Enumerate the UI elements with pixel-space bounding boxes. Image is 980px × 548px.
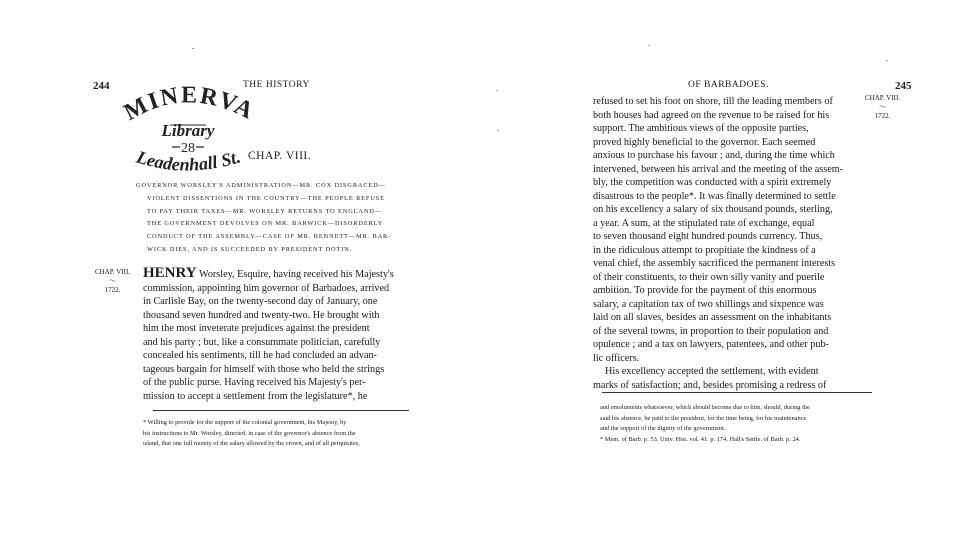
- footnote-line: said his absence, be paid to the president, for the time being, for his maintenance: [600, 414, 807, 422]
- body-line-text: Worsley, Esquire, having received his Majesty's: [196, 269, 394, 280]
- summary-line: WICK DIES, AND IS SUCCEEDED BY PRESIDENT DOTIN.: [147, 245, 353, 253]
- stamp-number: 28: [181, 141, 195, 156]
- footnote-line: island, that one full moiety of the salary allowed by the crown, and of all perquisites,: [143, 440, 360, 447]
- body-line: of the public purse. Having received his Majesty's per-: [143, 377, 366, 388]
- body-line: bly, the competition was conducted with a spirit extremely: [593, 177, 832, 188]
- right-footnote: [600, 403, 880, 445]
- margin-chapter: CHAP. VIII.: [865, 94, 901, 102]
- body-line: concealed his sentiments, till he had concluded an advan-: [143, 350, 377, 361]
- body-line: His excellency accepted the settlement, with evident: [605, 366, 819, 377]
- summary-line: GOVERNOR WORSLEY'S ADMINISTRATION—MR. COX DISGRACED—: [136, 182, 386, 189]
- chapter-title: CHAP. VIII.: [248, 150, 312, 162]
- body-line: lic officers.: [593, 352, 640, 364]
- right-page: [490, 0, 980, 548]
- body-line: opulence ; and a tax on lawyers, patentees, and other pub-: [593, 339, 829, 350]
- body-line: disastrous to the people*. It was finally determined to settle: [593, 190, 836, 202]
- paper-speck: [192, 48, 194, 49]
- body-line: support. The ambitious views of the opposite parties,: [593, 123, 809, 134]
- left-running-head: THE HISTORY: [243, 80, 310, 90]
- body-line: intervened, between his arrival and the meeting of the assem-: [593, 163, 844, 175]
- body-line: commission, appointing him governor of Barbadoes, arrived: [143, 282, 390, 294]
- summary-line: CONDUCT OF THE ASSEMBLY—CASE OF MR. BENNETT—MR. BAR-: [147, 233, 392, 241]
- paper-speck: [886, 60, 888, 61]
- body-line: of their constituents, to their own silly vanity and puerile: [593, 271, 825, 283]
- footnote-line: * Willing to provide for the support of the colonial government, his Majesty, by: [143, 419, 347, 426]
- left-page-number: 244: [93, 80, 110, 92]
- body-line: proved highly beneficial to the governor. Each seemed: [593, 136, 816, 148]
- right-page-number: 245: [895, 80, 912, 92]
- left-footnote: [143, 418, 426, 450]
- stamp-library: Library: [161, 121, 215, 140]
- body-line: laid on all slaves, besides an assessment on the inhabitants: [593, 312, 832, 323]
- body-line: him the most inveterate prejudices against the president: [143, 323, 370, 334]
- margin-year: 1722.: [874, 112, 891, 120]
- body-line: venal chief, the assembly sacrificed the permanent interests: [593, 258, 836, 269]
- margin-chapter: CHAP. VIII.: [95, 268, 131, 276]
- drop-cap-word: HENRY: [143, 265, 197, 281]
- left-margin-note: [95, 268, 130, 295]
- footnote-line: * Mem. of Barb. p. 53. Univ. Hist. vol. 41. p. 174. Hall's Settle. of Barb. p. 24.: [600, 435, 801, 443]
- paper-speck: [648, 45, 650, 46]
- body-line: mission to accept a settlement from the legislature*, he: [143, 390, 368, 402]
- right-running-head: OF BARBADOES.: [688, 80, 769, 90]
- summary-line: THE GOVERNMENT DEVOLVES ON MR. BARWICK—DISORDERLY: [147, 220, 384, 228]
- body-line: in the ridiculous attempt to propitiate the kindness of a: [593, 244, 816, 256]
- margin-swash-icon: 〜: [109, 277, 117, 285]
- body-line: on his excellency a salary of six thousand pounds, sterling,: [593, 204, 833, 215]
- library-stamp: [100, 80, 270, 190]
- body-line: anxious to purchase his favour ; and, during the time which: [593, 150, 835, 161]
- body-line: thousand seven hundred and twenty-two. He brought with: [143, 309, 380, 321]
- margin-year: 1722.: [104, 286, 121, 294]
- body-line: salary, a capitation tax of two shillings and sixpence was: [593, 298, 824, 310]
- body-line: ambition. To provide for the payment of this enormous: [593, 285, 817, 296]
- chapter-summary: [136, 180, 421, 257]
- margin-swash-icon: 〜: [879, 103, 887, 111]
- svg-text:MINERVA: [120, 82, 259, 126]
- footnote-line: and emoluments whatsoever, which should become due to him, should, during the: [600, 404, 810, 411]
- body-line: in Carlisle Bay, on the twenty-second day of January, one: [143, 296, 378, 307]
- summary-line: VIOLENT DISSENTIONS IN THE COUNTRY—THE PEOPLE REFUSE: [147, 194, 385, 202]
- paper-speck: [496, 90, 498, 91]
- body-line: [143, 267, 424, 282]
- footnote-line: his instructions to Mr. Worsley, directed, in case of the governor's absence from the: [143, 429, 356, 437]
- body-line: and his party ; but, like a consummate politician, carefully: [143, 336, 381, 348]
- body-line: a year. A sum, at the stipulated rate of exchange, equal: [593, 217, 815, 229]
- left-body-text: [143, 267, 424, 403]
- right-footnote-rule: [602, 392, 872, 393]
- body-line: marks of satisfaction; and, besides promising a redress of: [593, 379, 827, 391]
- footnote-line: and the support of the dignity of the government.: [600, 425, 726, 432]
- stamp-leadenhall: Leadenhall St.: [134, 146, 243, 175]
- body-line: of the several towns, in proportion to their population and: [593, 325, 829, 337]
- body-line: to seven thousand eight hundred pounds currency. Thus,: [593, 231, 823, 242]
- summary-line: TO PAY THEIR TAXES—MR. WORSLEY RETURNS TO ENGLAND—: [147, 207, 382, 215]
- body-line: both houses had agreed on the revenue to be raised for his: [593, 109, 830, 121]
- body-line: tageous bargain for himself with those who held the strings: [143, 363, 385, 375]
- body-line: refused to set his foot on shore, till the leading members of: [593, 96, 833, 107]
- library-stamp-graphic: [100, 80, 270, 190]
- right-body-text: [593, 95, 876, 392]
- paper-speck: [497, 130, 499, 131]
- stamp-minerva: MINERVA: [119, 82, 259, 127]
- left-footnote-rule: [153, 410, 409, 411]
